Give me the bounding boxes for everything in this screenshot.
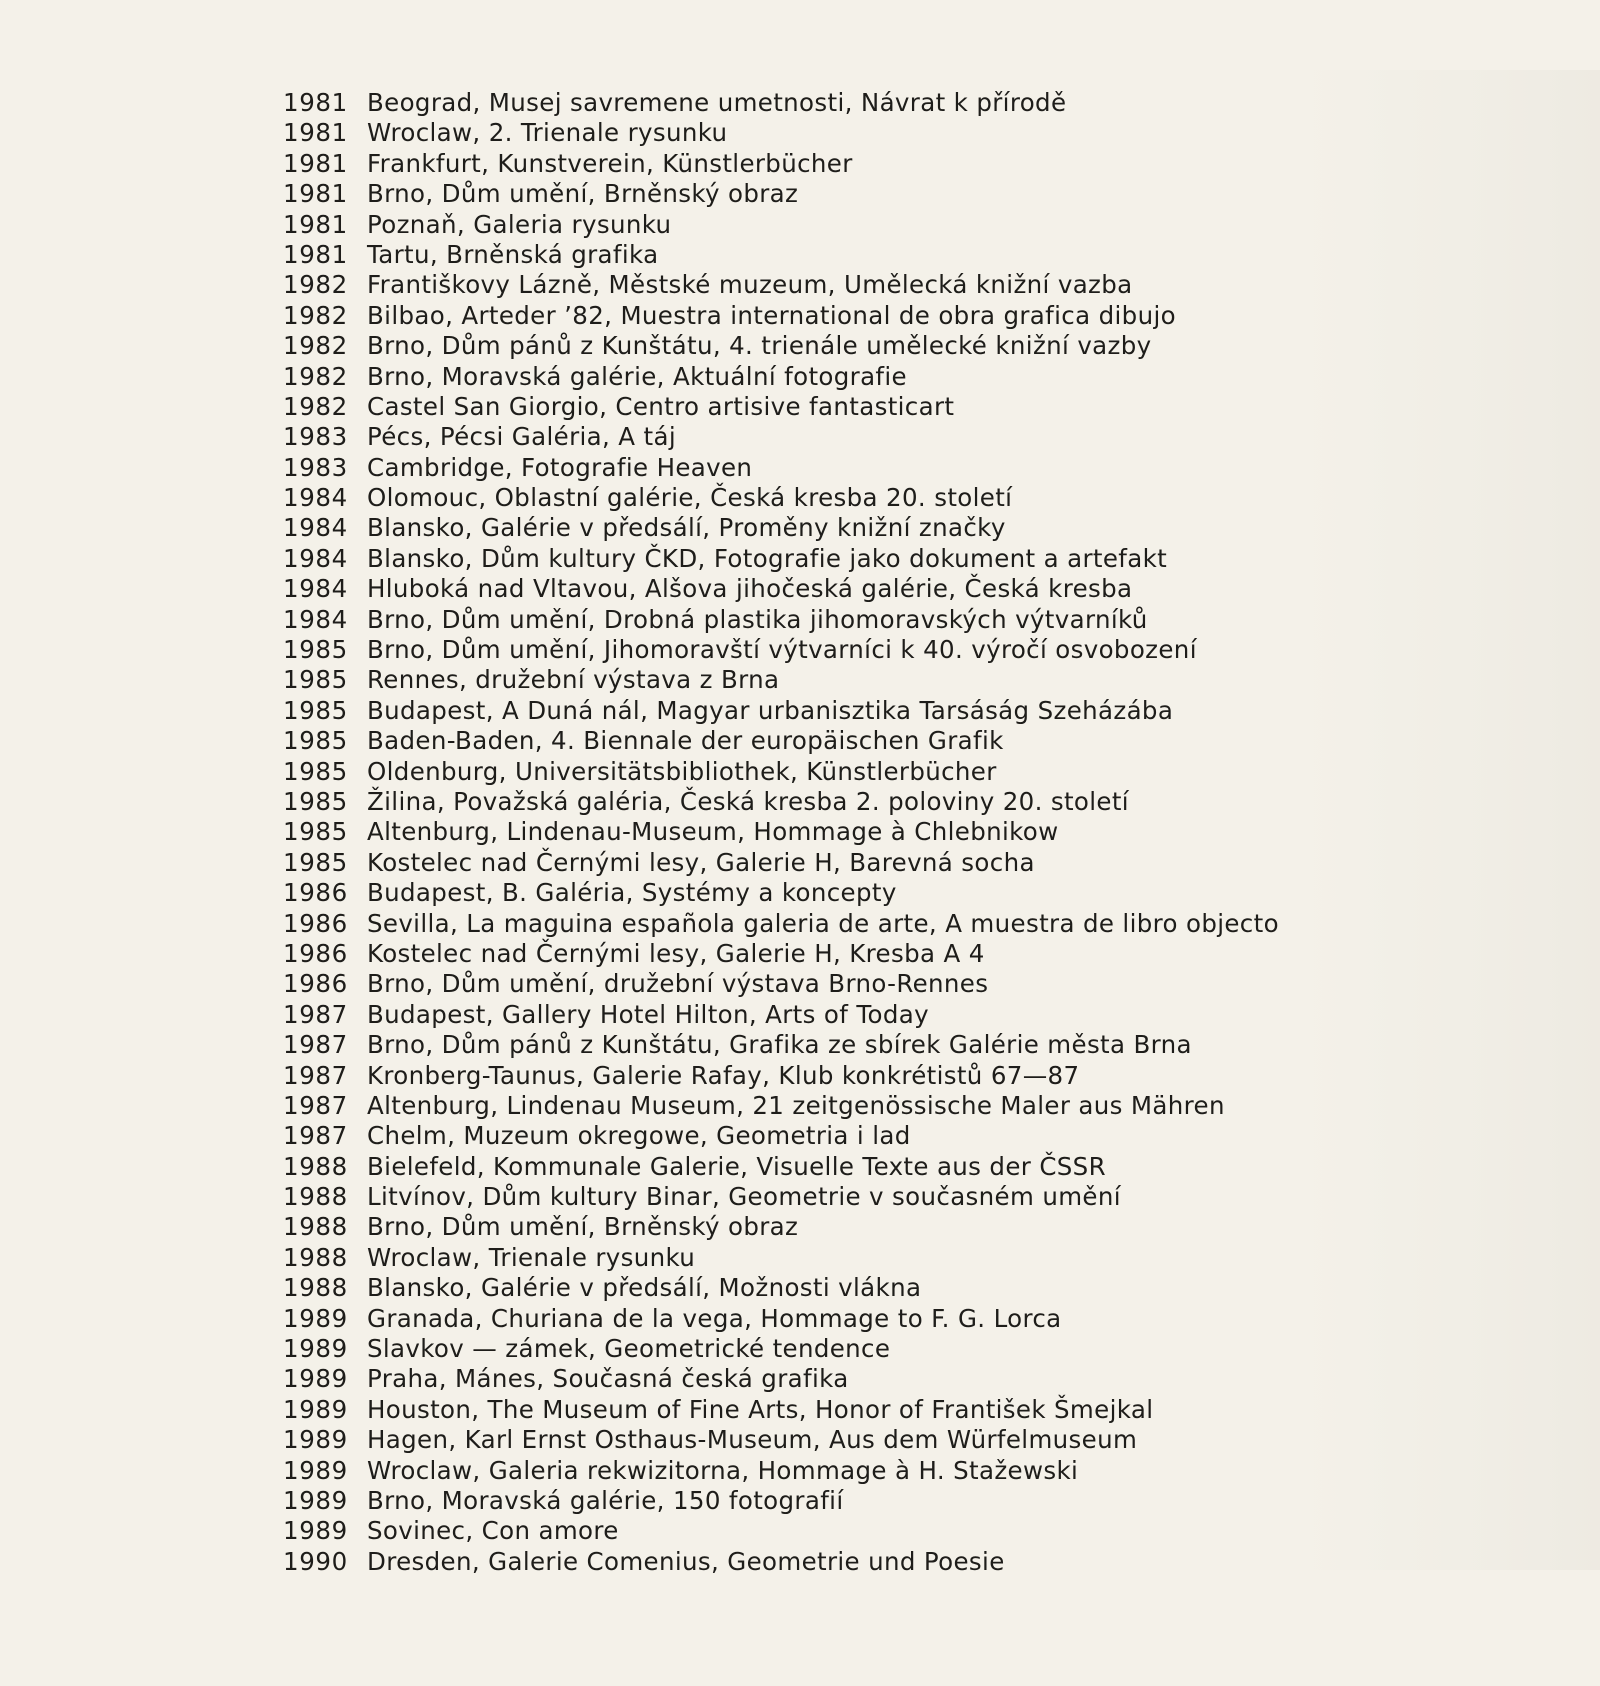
exhibition-description: Wroclaw, Trienale rysunku (367, 1242, 696, 1272)
exhibition-description: Praha, Mánes, Současná česká grafika (367, 1364, 849, 1394)
exhibition-entry (283, 453, 1279, 483)
exhibition-entry (283, 1456, 1279, 1486)
exhibition-description: Kostelec nad Černými lesy, Galerie H, Barevná socha (367, 847, 1035, 877)
exhibition-entry (283, 544, 1279, 574)
exhibition-entry (283, 1182, 1279, 1212)
exhibition-entry (283, 392, 1279, 422)
exhibition-entry (283, 1030, 1279, 1060)
exhibition-year: 1981 (283, 209, 348, 239)
exhibition-year: 1989 (283, 1455, 348, 1485)
exhibition-entry (283, 1547, 1279, 1577)
exhibition-description: Brno, Moravská galérie, 150 fotografií (367, 1485, 844, 1515)
exhibition-entry (283, 1334, 1279, 1364)
exhibition-description: Pécs, Pécsi Galéria, A táj (367, 422, 677, 452)
exhibition-entry (283, 605, 1279, 635)
exhibition-description: Hluboká nad Vltavou, Alšova jihočeská galérie, Česká kresba (367, 574, 1133, 604)
exhibition-entry (283, 574, 1279, 604)
exhibition-year: 1987 (283, 1030, 348, 1060)
exhibition-description: Bielefeld, Kommunale Galerie, Visuelle Texte aus der ČSSR (367, 1151, 1106, 1181)
exhibition-entry (283, 118, 1279, 148)
exhibition-entry (283, 1516, 1279, 1546)
exhibition-year: 1981 (283, 179, 348, 209)
exhibition-year: 1985 (283, 817, 348, 847)
exhibition-entry (283, 149, 1279, 179)
exhibition-year: 1984 (283, 574, 348, 604)
exhibition-description: Brno, Dům umění, Drobná plastika jihomoravských výtvarníků (367, 604, 1148, 634)
exhibition-year: 1982 (283, 361, 348, 391)
exhibition-entry (283, 1425, 1279, 1455)
exhibition-entry (283, 635, 1279, 665)
exhibition-description: Chelm, Muzeum okregowe, Geometria i lad (367, 1121, 911, 1151)
exhibition-description: Brno, Moravská galérie, Aktuální fotografie (367, 361, 907, 391)
exhibition-entry (283, 1212, 1279, 1242)
exhibition-description: Brno, Dům umění, Brněnský obraz (367, 179, 799, 209)
exhibition-year: 1981 (283, 118, 348, 148)
exhibition-year: 1982 (283, 270, 348, 300)
exhibition-description: Castel San Giorgio, Centro artisive fantasticart (367, 391, 955, 421)
exhibition-description: Altenburg, Lindenau Museum, 21 zeitgenössische Maler aus Mähren (367, 1090, 1225, 1120)
exhibition-year: 1984 (283, 604, 348, 634)
exhibition-entry (283, 301, 1279, 331)
exhibition-entry (283, 848, 1279, 878)
exhibition-entry (283, 1273, 1279, 1303)
exhibition-description: Dresden, Galerie Comenius, Geometrie und Poesie (367, 1546, 1005, 1576)
exhibition-year: 1989 (283, 1516, 348, 1546)
exhibition-year: 1983 (283, 422, 348, 452)
exhibition-year: 1987 (283, 999, 348, 1029)
exhibition-description: Cambridge, Fotografie Heaven (367, 452, 753, 482)
exhibition-entry (283, 1091, 1279, 1121)
exhibition-description: Baden-Baden, 4. Biennale der europäischen Grafik (367, 726, 1004, 756)
exhibition-entry (283, 1152, 1279, 1182)
exhibition-year: 1989 (283, 1394, 348, 1424)
exhibition-year: 1987 (283, 1121, 348, 1151)
exhibition-entry (283, 422, 1279, 452)
exhibition-year: 1985 (283, 726, 348, 756)
exhibition-description: Tartu, Brněnská grafika (367, 239, 659, 269)
exhibition-entry (283, 726, 1279, 756)
exhibition-entry (283, 513, 1279, 543)
exhibition-year: 1985 (283, 847, 348, 877)
exhibition-entry (283, 939, 1279, 969)
exhibition-year: 1981 (283, 88, 348, 117)
exhibition-year: 1988 (283, 1151, 348, 1181)
exhibition-year: 1986 (283, 878, 348, 908)
exhibition-description: Brno, Dům umění, Jihomoravští výtvarníci k 40. výročí osvobození (367, 635, 1197, 665)
exhibition-description: Rennes, družební výstava z Brna (367, 665, 780, 695)
exhibition-year: 1988 (283, 1212, 348, 1242)
exhibition-list (283, 88, 1279, 1577)
exhibition-year: 1982 (283, 331, 348, 361)
exhibition-year: 1986 (283, 938, 348, 968)
exhibition-entry (283, 88, 1279, 118)
exhibition-description: Františkovy Lázně, Městské muzeum, Umělecká knižní vazba (367, 270, 1133, 300)
exhibition-year: 1982 (283, 391, 348, 421)
exhibition-description: Budapest, A Duná nál, Magyar urbanisztika Tarsáság Szeházába (367, 695, 1174, 725)
exhibition-year: 1988 (283, 1242, 348, 1272)
exhibition-entry (283, 1486, 1279, 1516)
exhibition-entry (283, 1061, 1279, 1091)
exhibition-description: Olomouc, Oblastní galérie, Česká kresba 20. století (367, 483, 1013, 513)
exhibition-description: Granada, Churiana de la vega, Hommage to F. G. Lorca (367, 1303, 1062, 1333)
exhibition-year: 1983 (283, 452, 348, 482)
exhibition-entry (283, 817, 1279, 847)
exhibition-entry (283, 878, 1279, 908)
exhibition-entry (283, 179, 1279, 209)
exhibition-year: 1990 (283, 1546, 348, 1576)
exhibition-year: 1982 (283, 300, 348, 330)
exhibition-year: 1985 (283, 786, 348, 816)
exhibition-description: Frankfurt, Kunstverein, Künstlerbücher (367, 148, 853, 178)
exhibition-description: Kostelec nad Černými lesy, Galerie H, Kresba A 4 (367, 938, 985, 968)
exhibition-entry (283, 696, 1279, 726)
exhibition-description: Slavkov — zámek, Geometrické tendence (367, 1334, 891, 1364)
exhibition-year: 1985 (283, 695, 348, 725)
show-through-shading (1300, 70, 1600, 1570)
exhibition-entry (283, 1364, 1279, 1394)
exhibition-year: 1988 (283, 1273, 348, 1303)
exhibition-description: Brno, Dům pánů z Kunštátu, 4. trienále umělecké knižní vazby (367, 331, 1152, 361)
exhibition-year: 1981 (283, 148, 348, 178)
exhibition-description: Bilbao, Arteder ’82, Muestra international de obra grafica dibujo (367, 300, 1176, 330)
exhibition-entry (283, 665, 1279, 695)
exhibition-year: 1985 (283, 665, 348, 695)
exhibition-year: 1984 (283, 543, 348, 573)
exhibition-year: 1984 (283, 513, 348, 543)
exhibition-description: Poznaň, Galeria rysunku (367, 209, 672, 239)
exhibition-entry (283, 1000, 1279, 1030)
exhibition-entry (283, 210, 1279, 240)
exhibition-description: Brno, Dům umění, Brněnský obraz (367, 1212, 799, 1242)
exhibition-description: Hagen, Karl Ernst Osthaus-Museum, Aus dem Würfelmuseum (367, 1425, 1138, 1455)
exhibition-description: Sevilla, La maguina española galeria de arte, A muestra de libro objecto (367, 908, 1279, 938)
exhibition-year: 1985 (283, 635, 348, 665)
exhibition-entry (283, 483, 1279, 513)
exhibition-description: Houston, The Museum of Fine Arts, Honor of František Šmejkal (367, 1394, 1154, 1424)
exhibition-year: 1989 (283, 1364, 348, 1394)
exhibition-year: 1989 (283, 1425, 348, 1455)
exhibition-year: 1987 (283, 1090, 348, 1120)
exhibition-entry (283, 969, 1279, 999)
exhibition-entry (283, 787, 1279, 817)
exhibition-year: 1987 (283, 1060, 348, 1090)
exhibition-description: Oldenburg, Universitätsbibliothek, Künstlerbücher (367, 756, 997, 786)
exhibition-entry (283, 757, 1279, 787)
exhibition-year: 1989 (283, 1303, 348, 1333)
exhibition-description: Brno, Dům pánů z Kunštátu, Grafika ze sbírek Galérie města Brna (367, 1030, 1192, 1060)
exhibition-description: Blansko, Galérie v předsálí, Proměny knižní značky (367, 513, 1006, 543)
exhibition-entry (283, 1304, 1279, 1334)
exhibition-year: 1989 (283, 1485, 348, 1515)
exhibition-description: Kronberg-Taunus, Galerie Rafay, Klub konkrétistů 67—87 (367, 1060, 1080, 1090)
exhibition-year: 1986 (283, 969, 348, 999)
exhibition-description: Budapest, B. Galéria, Systémy a koncepty (367, 878, 897, 908)
exhibition-entry (283, 1121, 1279, 1151)
exhibition-year: 1981 (283, 239, 348, 269)
exhibition-description: Beograd, Musej savremene umetnosti, Návrat k přírodě (367, 88, 1067, 117)
exhibition-description: Wroclaw, Galeria rekwizitorna, Hommage à H. Stažewski (367, 1455, 1079, 1485)
exhibition-year: 1986 (283, 908, 348, 938)
exhibition-entry (283, 240, 1279, 270)
exhibition-entry (283, 331, 1279, 361)
exhibition-description: Budapest, Gallery Hotel Hilton, Arts of Today (367, 999, 929, 1029)
exhibition-entry (283, 1395, 1279, 1425)
exhibition-description: Altenburg, Lindenau-Museum, Hommage à Chlebnikow (367, 817, 1059, 847)
exhibition-year: 1988 (283, 1182, 348, 1212)
exhibition-description: Žilina, Považská galéria, Česká kresba 2. poloviny 20. století (367, 786, 1129, 816)
exhibition-year: 1985 (283, 756, 348, 786)
exhibition-entry (283, 270, 1279, 300)
exhibition-entry (283, 909, 1279, 939)
exhibition-year: 1984 (283, 483, 348, 513)
exhibition-description: Brno, Dům umění, družební výstava Brno-Rennes (367, 969, 989, 999)
exhibition-entry (283, 1243, 1279, 1273)
exhibition-description: Wroclaw, 2. Trienale rysunku (367, 118, 728, 148)
exhibition-description: Litvínov, Dům kultury Binar, Geometrie v současném umění (367, 1182, 1121, 1212)
exhibition-description: Blansko, Dům kultury ČKD, Fotografie jako dokument a artefakt (367, 543, 1168, 573)
exhibition-entry (283, 362, 1279, 392)
exhibition-description: Sovinec, Con amore (367, 1516, 619, 1546)
exhibition-description: Blansko, Galérie v předsálí, Možnosti vlákna (367, 1273, 922, 1303)
exhibition-year: 1989 (283, 1334, 348, 1364)
